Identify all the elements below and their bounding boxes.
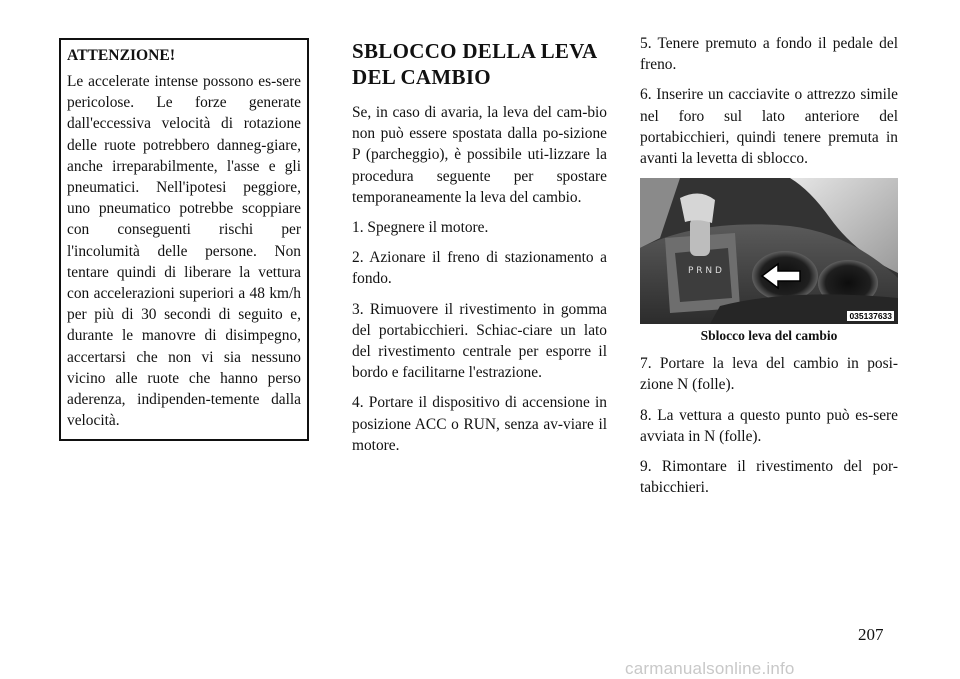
step-5: 5. Tenere premuto a fondo il pedale del freno. xyxy=(640,35,898,74)
step-6: 6. Inserire un cacciavite o attrezzo simile nel foro sul lato anteriore del portabicchieri, quindi tenere premuta in avanti la levetta di sblocco. xyxy=(640,86,898,168)
step-9: 9. Rimontare il rivestimento del por-tabicchieri. xyxy=(640,458,898,497)
column-left xyxy=(59,38,309,441)
step-7: 7. Portare la leva del cambio in posi-zione N (folle). xyxy=(640,355,898,394)
warning-title: ATTENZIONE! xyxy=(67,47,176,64)
figure-code: 035137633 xyxy=(849,311,892,322)
column-right xyxy=(640,33,898,507)
step-3: 3. Rimuovere il rivestimento in gomma del portabicchieri. Schiac-ciare un lato del rivestimento centrale per esporre il bordo e facilitarne l'estrazione. xyxy=(352,300,607,382)
watermark: carmanualsonline.info xyxy=(625,659,795,678)
page-number: 207 xyxy=(858,625,884,644)
step-8: 8. La vettura a questo punto può es-sere avviata in N (folle). xyxy=(640,406,898,445)
step-2: 2. Azionare il freno di stazionamento a fondo. xyxy=(352,249,607,288)
step-4: 4. Portare il dispositivo di accensione in posizione ACC o RUN, senza av-viare il motore. xyxy=(352,394,607,454)
section-title: SBLOCCO DELLA LEVA DEL CAMBIO xyxy=(352,39,597,89)
section-intro: Se, in caso di avaria, la leva del cam-bio non può essere spostata dalla po-sizione P (parcheggio), è possibile uti-lizzare la procedura seguente per spostare temporaneamente la leva del cambio. xyxy=(352,104,607,206)
figure-caption: Sblocco leva del cambio xyxy=(700,328,838,344)
shifter-release-photo xyxy=(640,178,898,324)
step-1: 1. Spegnere il motore. xyxy=(352,219,489,237)
warning-text: Le accelerate intense possono es-sere pericolose. Le forze generate dall'eccessiva velocità di rotazione delle ruote potrebbero danneg-giare, anche irreparabilmente, l'asse e gli pneumatici. Nell'ipotesi peggiore, uno pneumatico potrebbe scoppiare con conseguenti rischi per l'incolumità delle persone. Non tentare quindi di liberare la vettura con accelerazioni superiori a 48 km/h per più di 30 secondi di seguito e, durante le manovre di disimpegno, accertarsi che non vi sia nessuno vicino alle ruote che hanno perso aderenza, indipenden-temente dalla velocità. xyxy=(67,73,301,430)
column-middle xyxy=(352,38,607,465)
warning-box xyxy=(59,38,309,441)
svg-text:P R N D: P R N D xyxy=(688,266,722,277)
